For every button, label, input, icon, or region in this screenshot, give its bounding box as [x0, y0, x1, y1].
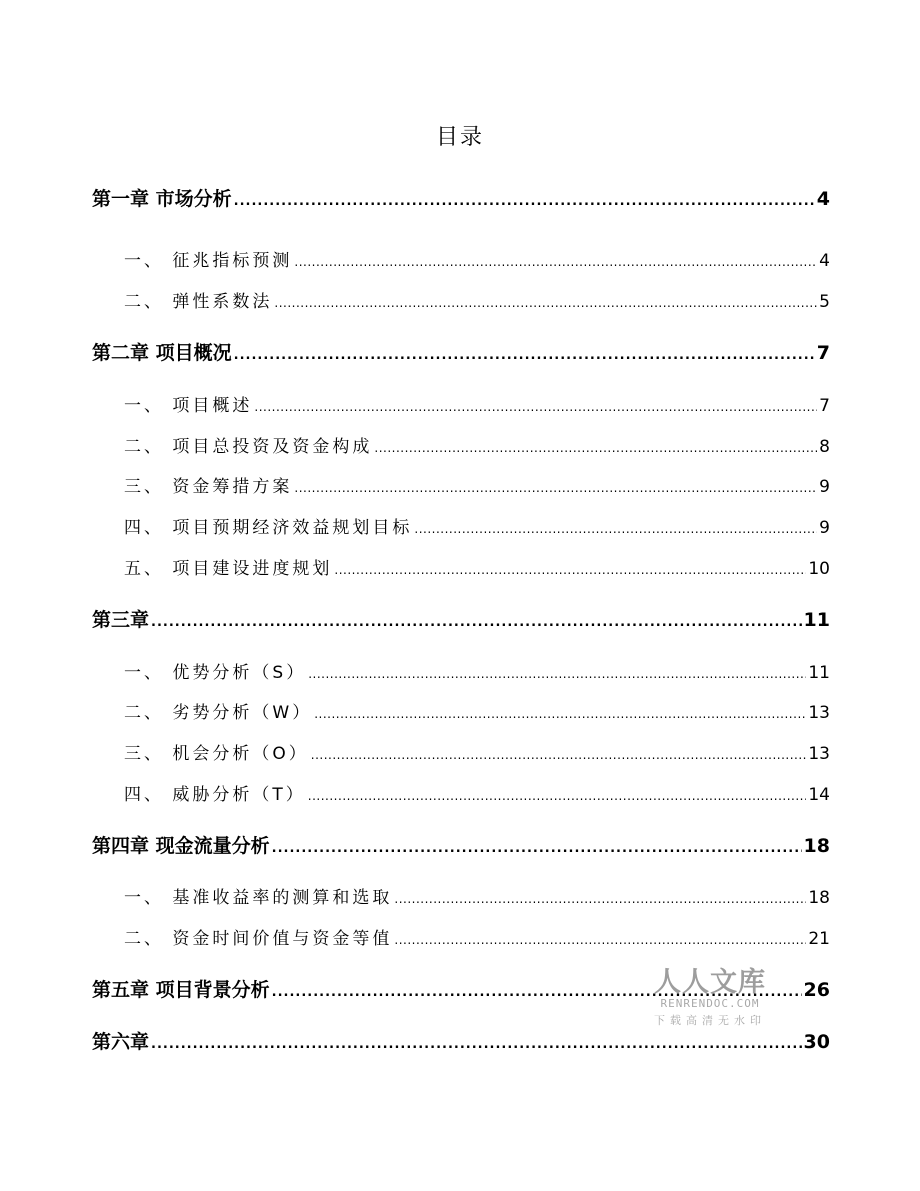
toc-page-number: 18: [803, 835, 830, 857]
toc-label: 一、 征兆指标预测: [124, 251, 293, 271]
watermark-sub-text: 下载高清无水印: [654, 1014, 766, 1027]
toc-section-3-3[interactable]: [124, 739, 830, 764]
toc-page-number: 30: [803, 1031, 830, 1053]
toc-chapter-1[interactable]: [92, 184, 830, 211]
toc-label: 二、 弹性系数法: [124, 292, 273, 312]
toc-section-3-1[interactable]: [124, 658, 830, 683]
toc-label: 第四章 现金流量分析: [92, 835, 270, 857]
toc-leader-dots: [151, 615, 802, 630]
toc-leader-dots: [272, 841, 802, 856]
toc-section-2-4[interactable]: [124, 513, 830, 538]
toc-page-number: 9: [819, 518, 830, 538]
toc-page-number: 4: [816, 188, 830, 210]
toc-leader-dots: [234, 348, 815, 363]
toc-label: 三、 机会分析（O）: [124, 744, 309, 764]
toc-label: 四、 威胁分析（T）: [124, 785, 306, 805]
toc-label: 一、 项目概述: [124, 396, 253, 416]
toc-leader-dots: [274, 296, 817, 310]
toc-leader-dots: [374, 441, 817, 455]
toc-section-1-2[interactable]: [124, 287, 830, 312]
toc-leader-dots: [314, 707, 806, 721]
toc-page-number: 7: [816, 342, 830, 364]
toc-chapter-3[interactable]: [92, 605, 830, 632]
toc-label: 第三章: [92, 609, 150, 631]
toc-page-number: 4: [819, 251, 830, 271]
toc-section-2-5[interactable]: [124, 554, 830, 579]
toc-label: 一、 基准收益率的测算和选取: [124, 888, 393, 908]
toc-label: 二、 项目总投资及资金构成: [124, 437, 373, 457]
toc-label: 一、 优势分析（S）: [124, 663, 307, 683]
toc-label: 第五章 项目背景分析: [92, 979, 270, 1001]
toc-leader-dots: [394, 933, 806, 947]
toc-section-4-2[interactable]: [124, 924, 830, 949]
toc-chapter-2[interactable]: [92, 338, 830, 365]
toc-label: 二、 资金时间价值与资金等值: [124, 929, 393, 949]
toc-section-2-1[interactable]: [124, 391, 830, 416]
toc-section-2-2[interactable]: [124, 432, 830, 457]
toc-page-number: 18: [808, 888, 830, 908]
toc-page-number: 13: [808, 744, 830, 764]
toc-section-1-1[interactable]: [124, 246, 830, 271]
toc-page-number: 11: [803, 609, 830, 631]
toc-label: 二、 劣势分析（W）: [124, 703, 313, 723]
toc-page-number: 26: [803, 979, 830, 1001]
toc-page-number: 10: [808, 559, 830, 579]
watermark-logo: [640, 960, 780, 1028]
toc-leader-dots: [294, 255, 817, 269]
toc-label: 三、 资金筹措方案: [124, 477, 293, 497]
toc-leader-dots: [308, 789, 807, 803]
toc-section-3-4[interactable]: [124, 780, 830, 805]
toc-label: 第六章: [92, 1031, 150, 1053]
toc-section-2-3[interactable]: [124, 472, 830, 497]
page-title: 目录: [435, 125, 484, 150]
toc-chapter-4[interactable]: [92, 831, 830, 858]
toc-page-number: 13: [808, 703, 830, 723]
toc-section-4-1[interactable]: [124, 883, 830, 908]
toc-leader-dots: [254, 400, 817, 414]
toc-page-number: 21: [808, 929, 830, 949]
toc-page-number: 8: [819, 437, 830, 457]
toc-leader-dots: [234, 194, 815, 209]
toc-label: 五、 项目建设进度规划: [124, 559, 333, 579]
toc-page-number: 5: [819, 292, 830, 312]
toc-leader-dots: [414, 522, 817, 536]
toc-page-number: 14: [808, 785, 830, 805]
toc-page-number: 11: [808, 663, 830, 683]
watermark-main-text: 人人文库: [654, 967, 766, 998]
toc-label: 第二章 项目概况: [92, 342, 232, 364]
toc-page-number: 9: [819, 477, 830, 497]
toc-leader-dots: [308, 667, 806, 681]
toc-chapter-6[interactable]: [92, 1027, 830, 1054]
toc-leader-dots: [151, 1037, 802, 1052]
toc-section-3-2[interactable]: [124, 698, 830, 723]
toc-leader-dots: [311, 748, 807, 762]
toc-leader-dots: [394, 892, 806, 906]
toc-label: 第一章 市场分析: [92, 188, 232, 210]
toc-leader-dots: [294, 481, 817, 495]
toc-page-number: 7: [819, 396, 830, 416]
watermark-url-text: RENRENDOC.COM: [660, 997, 760, 1010]
toc-leader-dots: [334, 563, 806, 577]
toc-label: 四、 项目预期经济效益规划目标: [124, 518, 413, 538]
